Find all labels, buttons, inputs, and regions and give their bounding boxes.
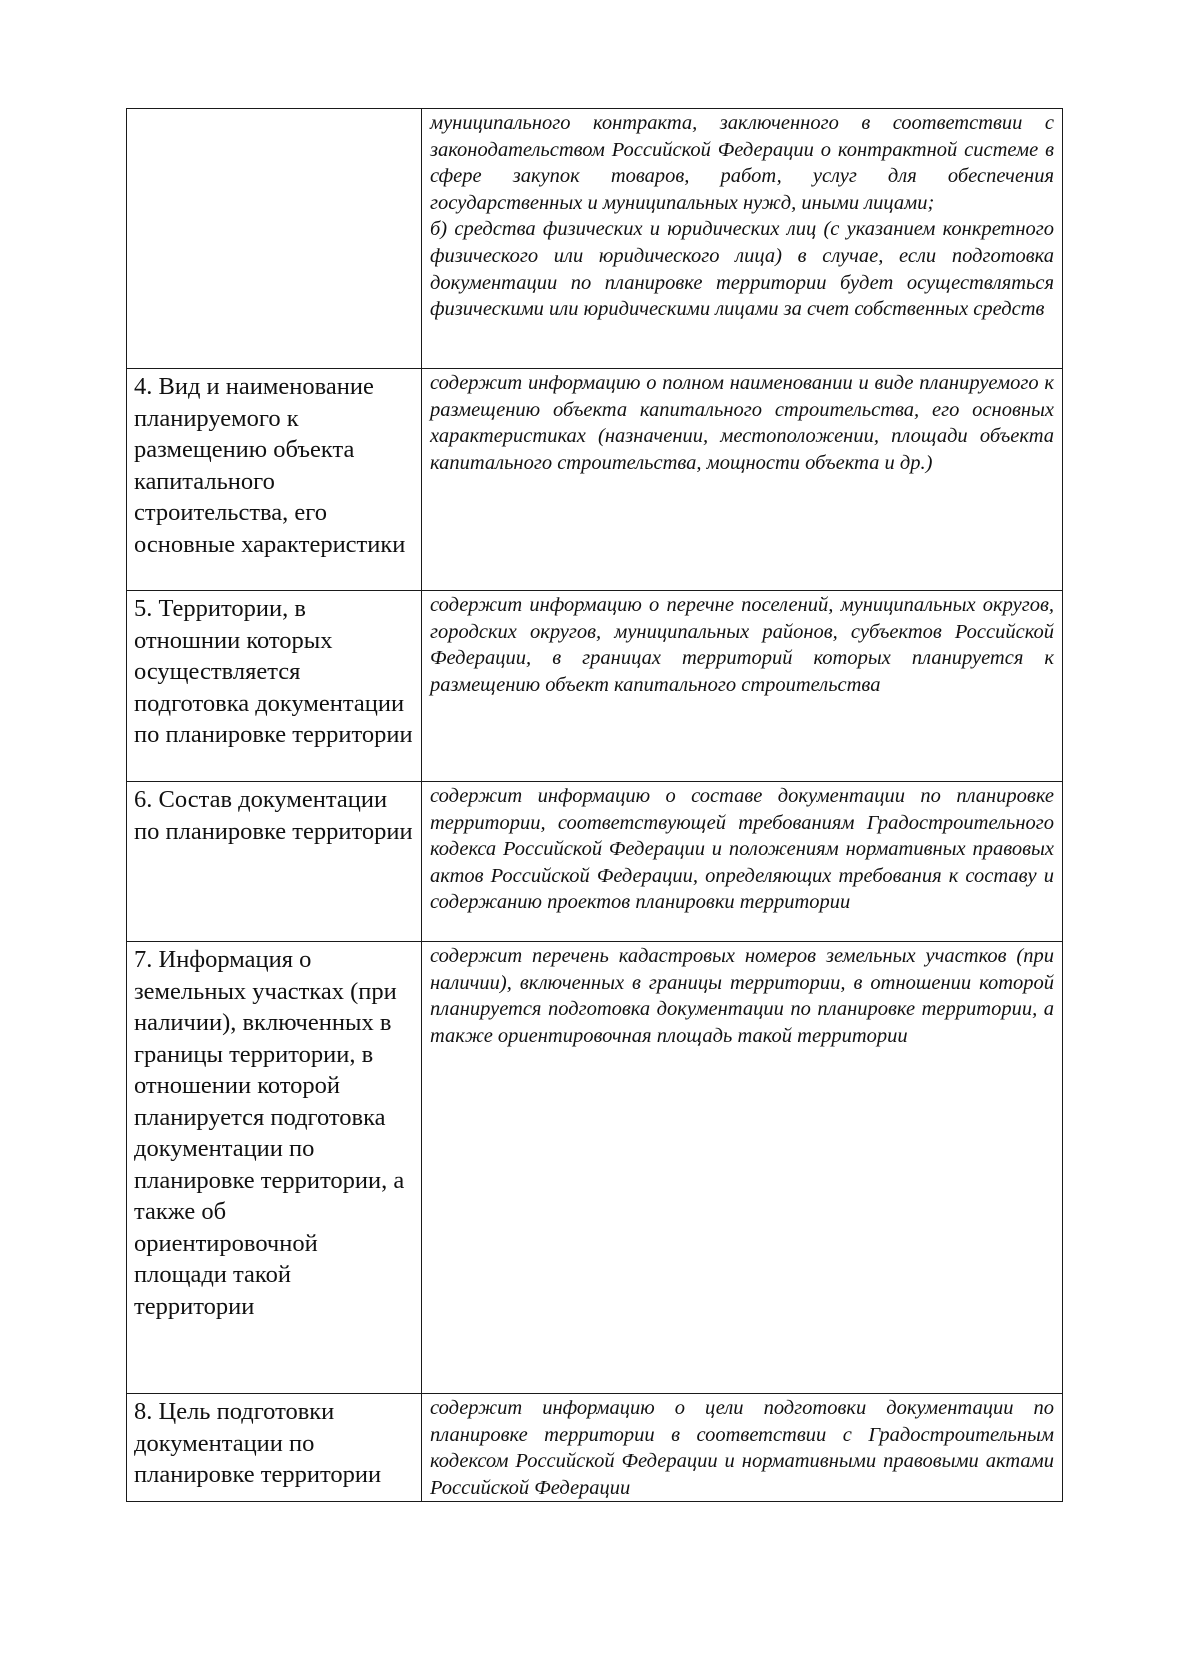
content-paragraph: содержит информацию о полном наименовании и виде планируемого к размещению объекта капитального строительства, его основных характеристиках (назначении, местоположении, площади объекта капитального строительства, мощности объекта и др.)	[430, 372, 1054, 474]
row-label-documentation-composition: 6. Состав документации по планировке территории	[127, 782, 422, 942]
content-paragraph: б) средства физических и юридических лиц (с указанием конкретного физического или юридического лица) в случае, если подготовка документации по планировке территории будет осуществляться физическими или юридическими лицами за счет собственных средств	[430, 218, 1054, 321]
table-row-land-plots	[127, 942, 1063, 1394]
row-content-object-type	[422, 369, 1063, 591]
document-table	[126, 108, 1063, 1502]
table-row-purpose	[127, 1394, 1063, 1502]
row-content-funding	[422, 109, 1063, 369]
content-paragraph: содержит информацию о составе документации по планировке территории, соответствующей требованиям Градостроительного кодекса Российской Федерации и положениям нормативных правовых актов Российской Федерации, определяющих требования к составу и содержанию проектов планировки территории	[430, 785, 1054, 914]
row-content-territories	[422, 591, 1063, 782]
row-label-land-plots: 7. Информация о земельных участках (при наличии), включенных в границы территории, в отношении которой планируется подготовка документации по планировке территории, а также об ориентировочной площади такой территории	[127, 942, 422, 1394]
table-row-documentation-composition	[127, 782, 1063, 942]
row-label-empty	[127, 109, 422, 369]
table-row-funding-sources	[127, 109, 1063, 369]
content-paragraph: содержит информацию о цели подготовки документации по планировке территории в соответствии с Градостроительным кодексом Российской Федерации и нормативными правовыми актами Российской Федерации	[430, 1397, 1054, 1499]
content-paragraph: содержит информацию о перечне поселений, муниципальных округов, городских округов, муниципальных районов, субъектов Российской Федерации, в границах территорий которых планируется к размещению объект капитального строительства	[430, 594, 1054, 696]
row-label-object-type: 4. Вид и наименование планируемого к размещению объекта капитального строительства, его основные характеристики	[127, 369, 422, 591]
row-content-land-plots	[422, 942, 1063, 1394]
content-paragraph: муниципального контракта, заключенного в соответствии с законодательством Российской Федерации о контрактной системе в сфере закупок товаров, работ, услуг для обеспечения государственных и муниципальных нужд, иными лицами;	[430, 112, 1054, 214]
row-content-purpose	[422, 1394, 1063, 1502]
table-row-territories	[127, 591, 1063, 782]
row-label-territories: 5. Территории, в отношнии которых осуществляется подготовка документации по планировке территории	[127, 591, 422, 782]
row-content-documentation-composition	[422, 782, 1063, 942]
row-label-purpose: 8. Цель подготовки документации по планировке территории	[127, 1394, 422, 1502]
content-paragraph: содержит перечень кадастровых номеров земельных участков (при наличии), включенных в границы территории, в отношении которой планируется подготовка документации по планировке территории, а также ориентировочная площадь такой территории	[430, 945, 1054, 1047]
table-row-object-type	[127, 369, 1063, 591]
